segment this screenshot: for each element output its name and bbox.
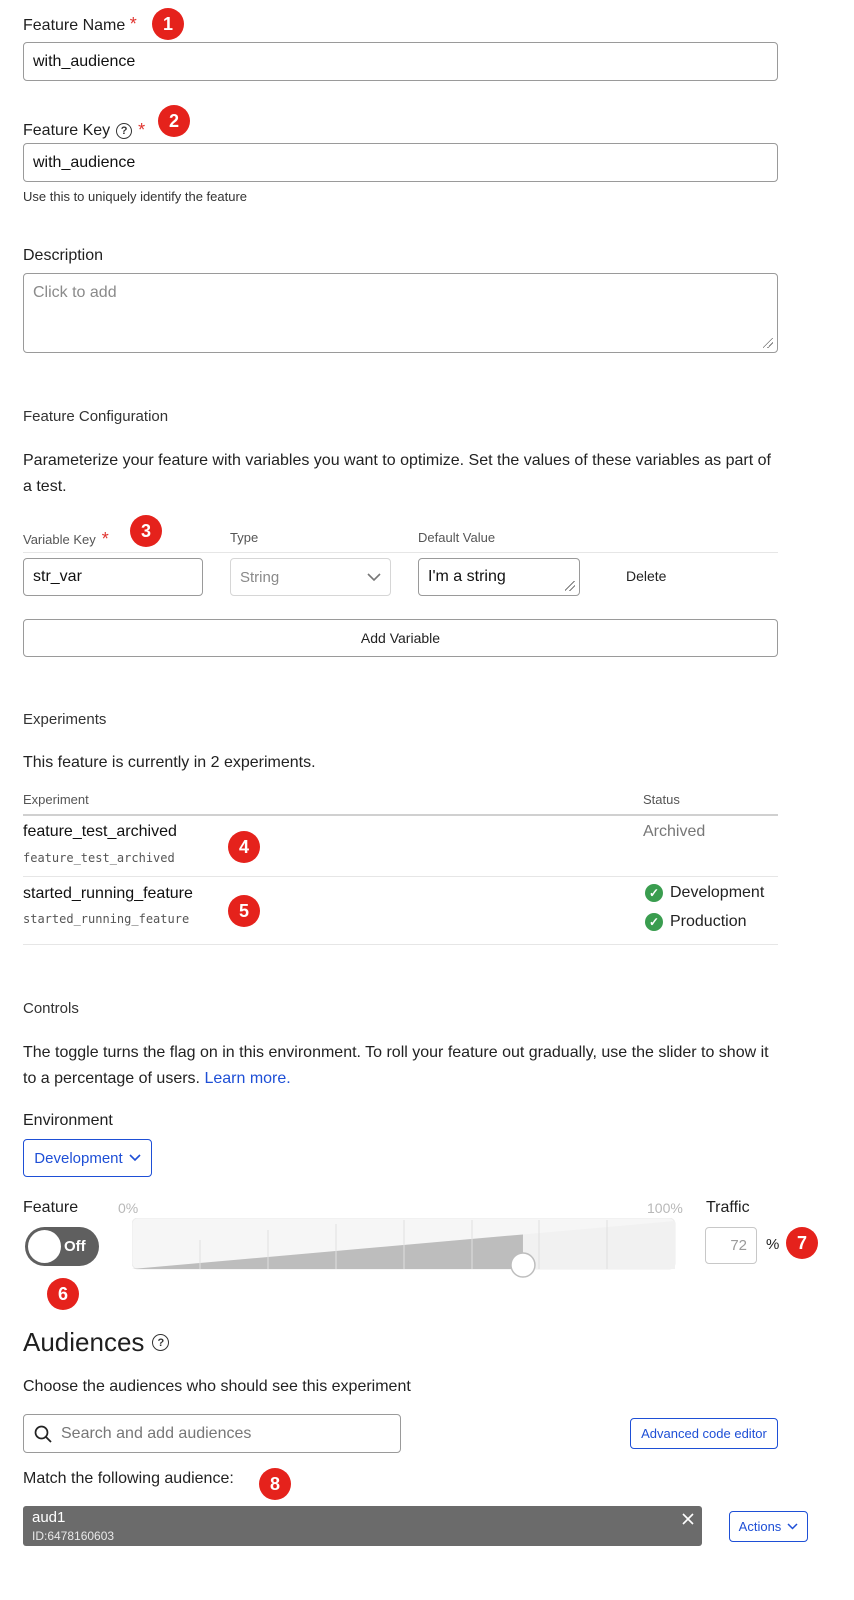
help-icon[interactable]: ? (116, 123, 132, 139)
check-circle-icon: ✓ (645, 913, 663, 931)
experiment-name[interactable]: started_running_feature (23, 885, 193, 902)
percent-sign: % (766, 1236, 780, 1253)
divider (23, 876, 778, 877)
resize-handle-icon[interactable] (565, 581, 575, 591)
annotation-badge-6: 6 (47, 1278, 79, 1310)
toggle-knob (28, 1230, 61, 1263)
feature-configuration-text: Parameterize your feature with variables you want to optimize. Set the values of these variables as part of a test. (23, 452, 771, 495)
experiments-title: Experiments (23, 711, 107, 728)
feature-name-input[interactable]: with_audience (23, 42, 778, 81)
feature-key-input[interactable]: with_audience (23, 143, 778, 182)
status-development (645, 884, 764, 902)
slider-max-label: 100% (647, 1200, 683, 1216)
status-column-header: Status (643, 792, 680, 807)
divider (23, 814, 778, 816)
chevron-down-icon (787, 1523, 798, 1530)
annotation-badge-3: 3 (130, 515, 162, 547)
audience-name: aud1 (32, 1509, 66, 1526)
experiment-key: started_running_feature (23, 912, 190, 926)
traffic-input[interactable]: 72 (705, 1227, 757, 1264)
variable-key-input[interactable]: str_var (23, 558, 203, 596)
annotation-badge-5: 5 (228, 895, 260, 927)
traffic-label: Traffic (706, 1199, 750, 1216)
resize-handle-icon[interactable] (763, 338, 773, 348)
audience-chip[interactable] (23, 1506, 702, 1546)
match-audience-label: Match the following audience: (23, 1470, 234, 1487)
default-value-column-header: Default Value (418, 530, 496, 545)
audiences-text: Choose the audiences who should see this experiment (23, 1378, 411, 1395)
annotation-badge-2: 2 (158, 105, 190, 137)
annotation-badge-8: 8 (259, 1468, 291, 1500)
annotation-badge-4: 4 (228, 831, 260, 863)
required-mark: * (138, 120, 146, 140)
experiment-key: feature_test_archived (23, 851, 175, 865)
annotation-badge-1: 1 (152, 8, 184, 40)
status-text: Production (670, 913, 747, 930)
actions-dropdown[interactable] (729, 1511, 808, 1542)
chevron-down-icon (129, 1154, 141, 1162)
slider-handle[interactable] (511, 1253, 535, 1277)
advanced-code-editor-button[interactable]: Advanced code editor (630, 1418, 778, 1449)
variable-type-value: String (240, 568, 280, 586)
check-circle-icon: ✓ (645, 884, 663, 902)
controls-text (23, 1040, 783, 1092)
type-column-header: Type (230, 530, 259, 545)
status-archived: Archived (643, 823, 706, 840)
variable-type-select[interactable] (230, 558, 391, 596)
slider-min-label: 0% (118, 1200, 139, 1216)
toggle-state: Off (64, 1238, 86, 1255)
feature-name-label-text: Feature Name (23, 17, 126, 34)
audiences-title-text: Audiences (23, 1327, 145, 1357)
environment-value: Development (34, 1149, 123, 1167)
environment-dropdown[interactable] (23, 1139, 152, 1177)
audience-search[interactable] (23, 1414, 401, 1453)
variable-key-column-header (23, 529, 109, 550)
close-icon[interactable] (682, 1513, 694, 1525)
actions-label: Actions (738, 1519, 782, 1534)
description-label: Description (23, 247, 104, 264)
experiment-name[interactable]: feature_test_archived (23, 823, 177, 840)
audiences-title (23, 1327, 169, 1358)
feature-toggle[interactable] (25, 1227, 99, 1266)
experiments-summary: This feature is currently in 2 experiments. (23, 754, 316, 771)
variable-key-header-text: Variable Key (23, 532, 96, 547)
chevron-down-icon (367, 573, 381, 582)
feature-key-helper: Use this to uniquely identify the feature (23, 189, 248, 204)
controls-title: Controls (23, 1000, 79, 1017)
add-variable-button[interactable]: Add Variable (23, 619, 778, 657)
annotation-badge-7: 7 (786, 1227, 818, 1259)
search-placeholder: Search and add audiences (61, 1424, 252, 1442)
search-icon (34, 1425, 52, 1443)
feature-key-label-text: Feature Key (23, 121, 111, 139)
controls-text-body: The toggle turns the flag on in this environment. To roll your feature out gradually, use the slider to show it to a percentage of users. (23, 1044, 769, 1087)
feature-toggle-label: Feature (23, 1199, 79, 1216)
experiment-column-header: Experiment (23, 792, 89, 807)
description-textarea[interactable]: Click to add (23, 273, 778, 353)
default-value-input[interactable]: I'm a string (418, 558, 580, 596)
divider (23, 944, 778, 945)
audience-id: ID:6478160603 (32, 1529, 115, 1543)
required-mark: * (129, 14, 137, 34)
status-text: Development (670, 884, 765, 901)
feature-configuration-title: Feature Configuration (23, 408, 169, 425)
divider (23, 552, 778, 553)
required-mark: * (101, 529, 109, 549)
delete-variable-button[interactable]: Delete (626, 568, 667, 584)
feature-key-label (23, 120, 145, 141)
environment-label: Environment (23, 1112, 113, 1129)
feature-name-label (23, 14, 137, 35)
learn-more-link[interactable]: Learn more. (204, 1070, 291, 1087)
traffic-slider[interactable] (132, 1218, 676, 1284)
status-production (645, 913, 747, 931)
help-icon[interactable]: ? (152, 1334, 169, 1351)
